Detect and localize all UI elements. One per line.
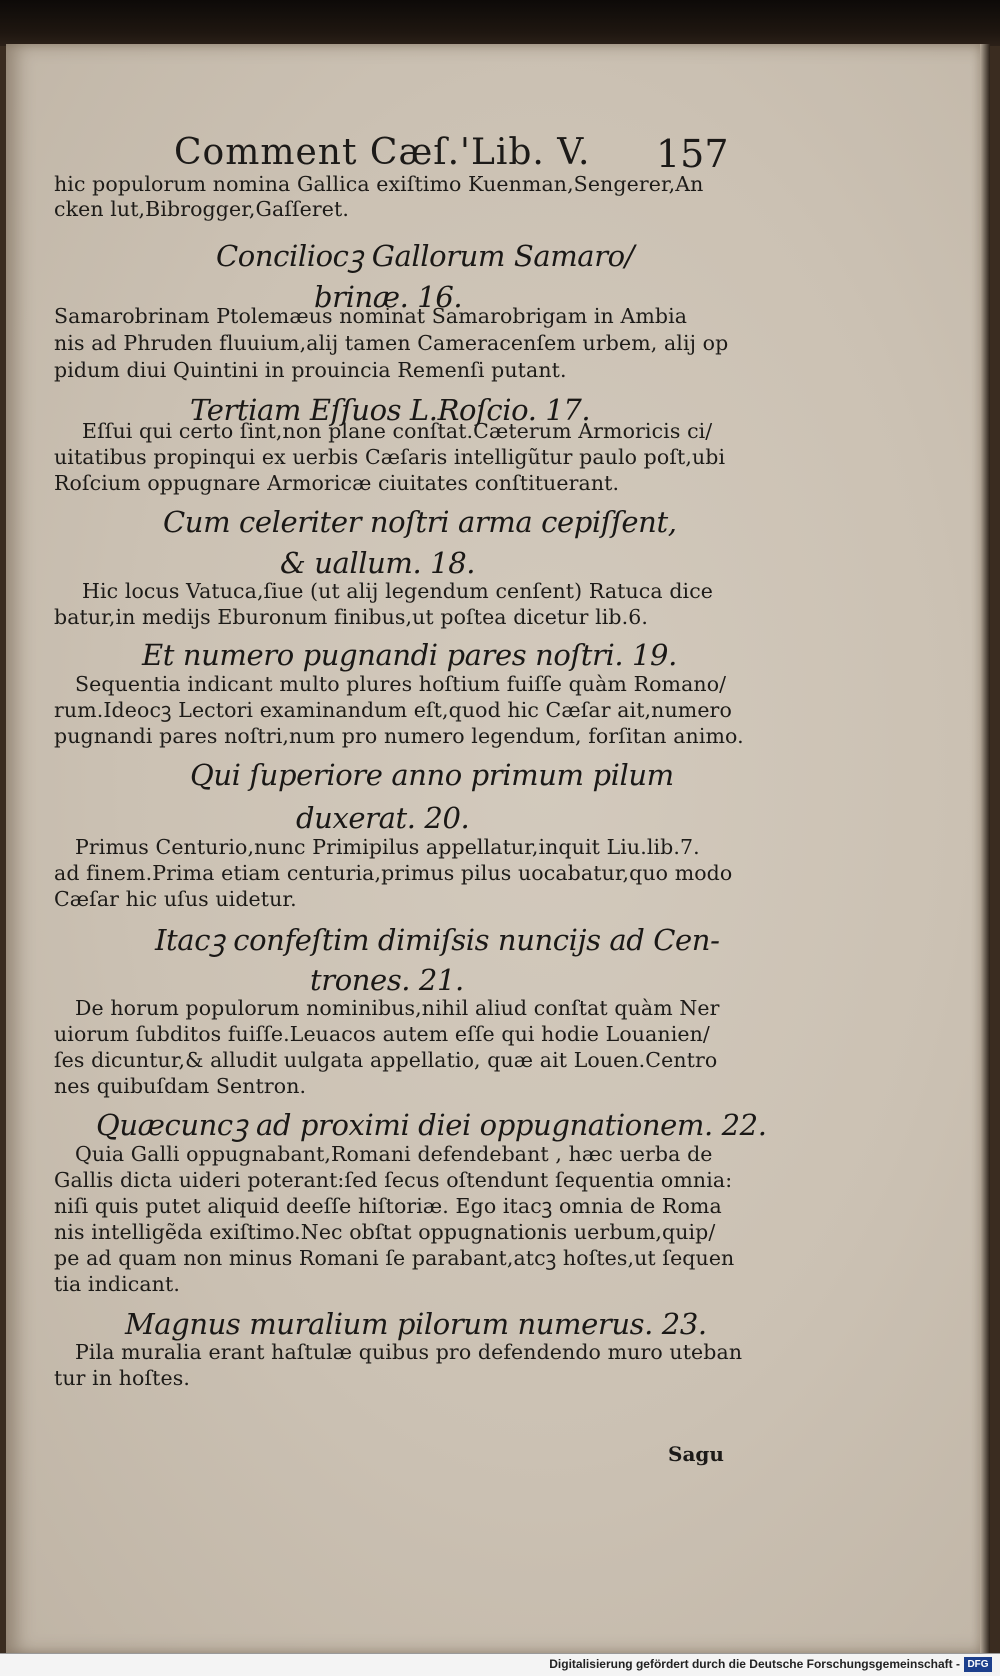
text-line: Pila muralia erant haſtulæ quibus pro defendendo muro uteban: [75, 1340, 743, 1364]
text-line: nis intelligẽda exiſtimo.Nec obſtat oppugnationis uerbum,quip/: [54, 1220, 716, 1244]
text-line: Hic locus Vatuca,ſiue (ut alij legendum cenſent) Ratuca dice: [82, 579, 714, 603]
section-heading: & uallum. 18.: [280, 546, 476, 580]
text-line: nes quibuſdam Sentron.: [54, 1074, 307, 1098]
section-heading: Quæcuncꝫ ad proximi diei oppugnationem. 22.: [96, 1108, 767, 1142]
text-line: Sequentia indicant multo plures hoſtium fuiſſe quàm Romano/: [75, 672, 727, 696]
section-heading: brinæ. 16.: [314, 280, 463, 314]
text-line: ad finem.Prima etiam centuria,primus pilus uocabatur,quo modo: [54, 861, 733, 885]
text-line: cken lut,Bibrogger,Gaſſeret.: [54, 197, 349, 221]
text-line: pe ad quam non minus Romani ſe parabant,atcꝫ hoſtes,ut ſequen: [54, 1246, 735, 1270]
page-number: 157: [656, 132, 729, 176]
text-line: pidum diui Quintini in prouincia Remenſi putant.: [54, 358, 567, 382]
text-line: Gallis dicta uideri poterant:ſed ſecus oſtendunt ſequentia omnia:: [54, 1168, 733, 1192]
text-line: uitatibus propinqui ex uerbis Cæſaris intelligũtur paulo poſt,ubi: [54, 445, 726, 469]
digitization-footer: [0, 1653, 1000, 1676]
text-line: rum.Ideocꝫ Lectori examinandum eſt,quod hic Cæſar ait,numero: [54, 698, 732, 722]
dfg-logo-icon: DFG: [964, 1657, 992, 1672]
text-line: tia indicant.: [54, 1272, 180, 1296]
text-line: niſi quis putet aliquid deeſſe hiſtoriæ. Ego itacꝫ omnia de Roma: [54, 1194, 722, 1218]
text-line: tur in hoſtes.: [54, 1366, 190, 1390]
section-heading: Cum celeriter noſtri arma cepiſſent,: [163, 505, 677, 539]
text-line: Eſſui qui certo ſint,non plane conſtat.Cæterum Armoricis ci/: [82, 419, 713, 443]
text-line: uiorum ſubditos fuiſſe.Leuacos autem eſſe qui hodie Louanien/: [54, 1022, 710, 1046]
text-line: ſes dicuntur,& alludit uulgata appellatio, quæ ait Louen.Centro: [54, 1048, 718, 1072]
text-line: Quia Galli oppugnabant,Romani defendebant , hæc uerba de: [75, 1142, 713, 1166]
section-heading: duxerat. 20.: [296, 801, 470, 835]
text-line: De horum populorum nominibus,nihil aliud conſtat quàm Ner: [75, 996, 720, 1020]
text-line: batur,in medijs Eburonum finibus,ut poſtea dicetur lib.6.: [54, 605, 649, 629]
section-heading: Magnus muralium pilorum numerus. 23.: [125, 1307, 707, 1341]
section-heading: Qui ſuperiore anno primum pilum: [190, 758, 674, 792]
section-heading: Conciliocꝫ Gallorum Samaro/: [216, 239, 635, 273]
footer-credit: Digitalisierung gefördert durch die Deutsche Forschungsgemeinschaft -: [549, 1657, 960, 1671]
text-line: hic populorum nomina Gallica exiſtimo Kuenman,Sengerer,An: [54, 172, 704, 196]
catchword: Sagu: [668, 1442, 724, 1466]
running-head: Comment Cæſ.'Lib. V.: [174, 132, 591, 173]
text-line: pugnandi pares noſtri,num pro numero legendum, forſitan animo.: [54, 724, 744, 748]
text-line: Roſcium oppugnare Armoricæ ciuitates conſtituerant.: [54, 471, 620, 495]
section-heading: Et numero pugnandi pares noſtri. 19.: [142, 638, 677, 672]
text-line: nis ad Phruden fluuium,alij tamen Cameracenſem urbem, alij op: [54, 331, 729, 355]
text-line: Samarobrinam Ptolemæus nominat Samarobrigam in Ambia: [54, 304, 688, 328]
text-line: Primus Centurio,nunc Primipilus appellatur,inquit Liu.lib.7.: [75, 835, 700, 859]
text-line: Cæſar hic uſus uidetur.: [54, 887, 297, 911]
section-heading: Tertiam Eſſuos L.Roſcio. 17.: [190, 393, 591, 427]
section-heading: trones. 21.: [310, 963, 464, 997]
section-heading: Itacꝫ confeſtim dimiſsis nuncijs ad Cen-: [155, 923, 720, 957]
